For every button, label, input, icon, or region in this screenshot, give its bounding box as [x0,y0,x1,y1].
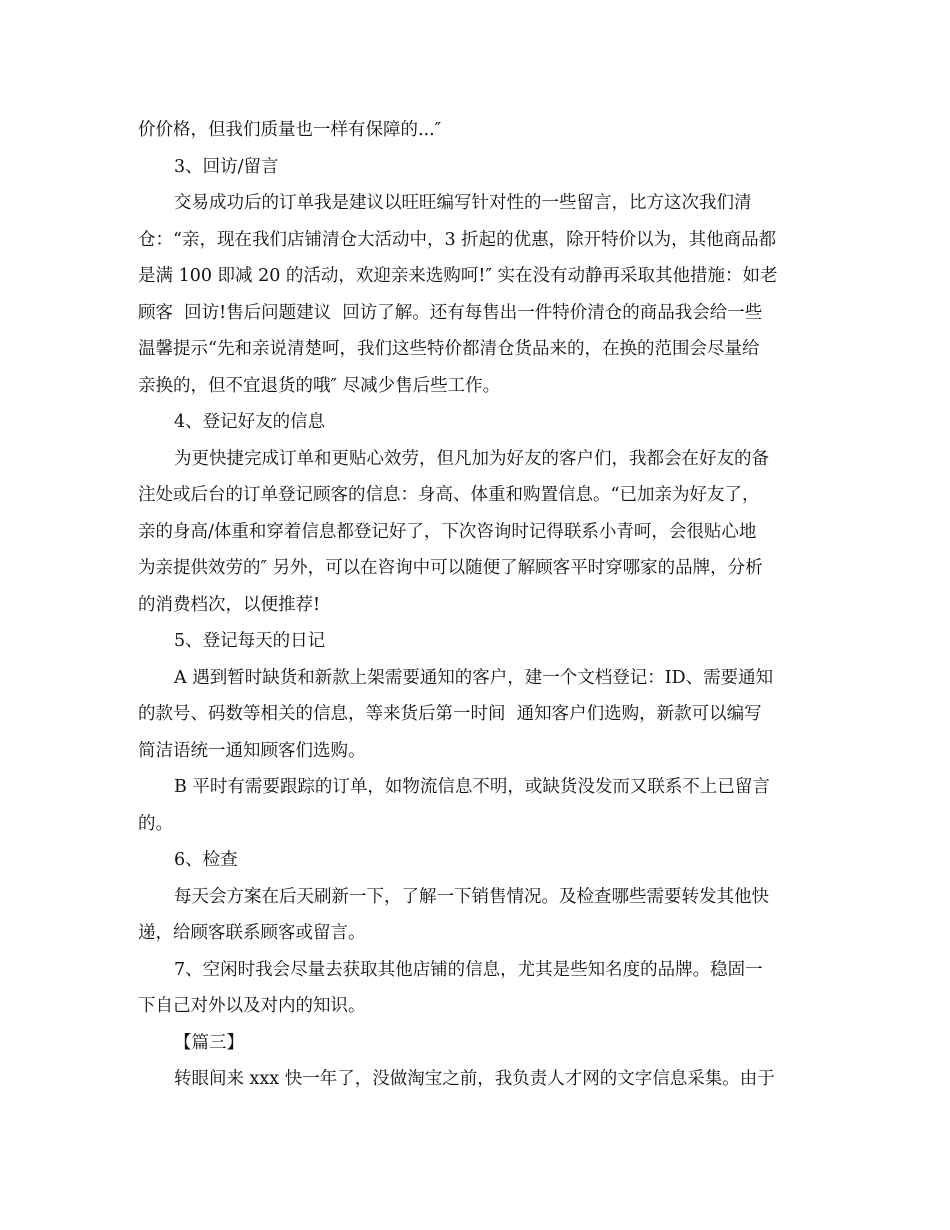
text-line: 4、登记好友的信息 [174,412,326,432]
text-line: 递，给顾客联系顾客或留言。 [138,923,366,943]
document-body [138,112,818,1098]
text-line: 的款号、码数等相关的信息，等来货后第一时间 通知客户们选购，新款可以编写 [138,704,762,724]
text-line: 【篇三】 [174,1032,244,1053]
text-line: 亲的身高/体重和穿着信息都登记好了，下次咨询时记得联系小青呵，会很贴心地 [138,521,757,542]
text-line: 仓：“亲，现在我们店铺清仓大活动中，3 折起的优惠，除开特价以为，其他商品都 [138,229,777,250]
text-line: 顾客 回访!售后问题建议 回访了解。还有每售出一件特价清仓的商品我会给一些 [138,302,763,323]
text-line: A 遇到暂时缺货和新款上架需要通知的客户，建一个文档登记：ID、需要通知 [174,667,774,688]
text-line: 3、回访/留言 [174,156,279,177]
text-line: 的消费档次，以便推荐! [138,594,321,615]
text-line: 7、空闲时我会尽量去获取其他店铺的信息，尤其是些知名度的品牌。稳固一 [174,959,763,980]
text-line: 6、检查 [174,850,238,870]
text-line: 简洁语统一通知顾客们选购。 [138,740,366,761]
text-line: 为亲提供效劳的″ 另外，可以在咨询中可以随便了解顾客平时穿哪家的品牌，分析 [138,558,763,578]
text-line: 注处或后台的订单登记顾客的信息：身高、体重和购置信息。“已加亲为好友了， [138,485,760,505]
text-line: 下自己对外以及对内的知识。 [138,996,366,1016]
text-line: 每天会方案在后天刷新一下，了解一下销售情况。及检查哪些需要转发其他快 [174,886,769,907]
text-line: B 平时有需要跟踪的订单，如物流信息不明，或缺货没发而又联系不上已留言 [174,777,770,797]
text-line: 价价格，但我们质量也一样有保障的...″ [138,120,442,140]
text-line: 是满 100 即减 20 的活动，欢迎亲来选购呵!″ 实在没有动静再采取其他措施：如老 [138,266,778,286]
text-line: 转眼间来 xxx 快一年了，没做淘宝之前，我负责人才网的文字信息采集。由于 [174,1069,775,1089]
text-line: 为更快捷完成订单和更贴心效劳，但凡加为好友的客户们，我都会在好友的备 [174,448,769,469]
text-line: 温馨提示“先和亲说清楚呵，我们这些特价都清仓货品来的，在换的范围会尽量给 [138,339,760,359]
text-line: 亲换的，但不宜退货的哦″ 尽减少售后些工作。 [138,375,501,396]
text-line: 5、登记每天的日记 [174,631,326,651]
text-line: 交易成功后的订单我是建议以旺旺编写针对性的一些留言，比方这次我们清 [174,193,752,213]
text-line: 的。 [138,813,173,834]
